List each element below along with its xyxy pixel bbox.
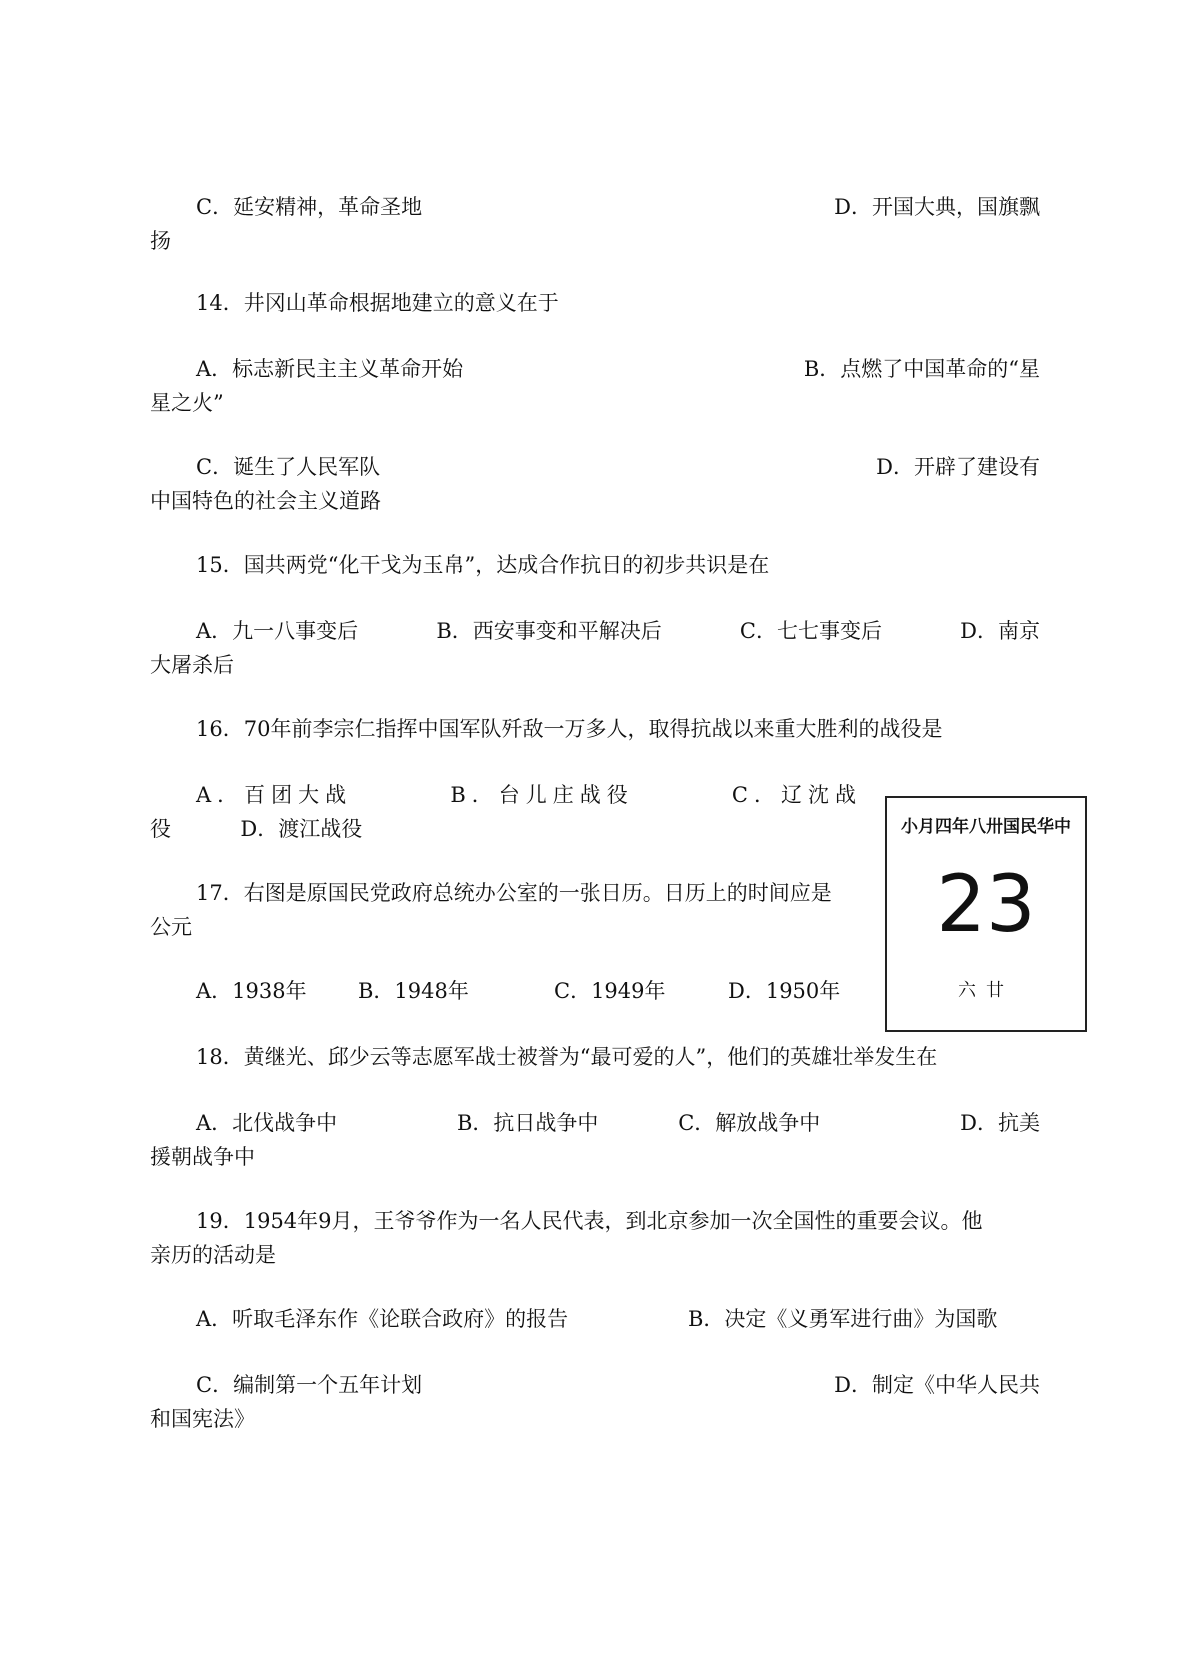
q13-option-d: D．开国大典，国旗飘 — [834, 195, 1040, 219]
q17-option-d: D．1950年 — [728, 979, 841, 1003]
q18-option-c: C．解放战争中 — [678, 1111, 821, 1135]
q14-option-d: D．开辟了建设有 — [876, 455, 1040, 479]
q14-options-cd — [196, 450, 1040, 484]
q14-option-a: A．标志新民主主义革命开始 — [196, 357, 464, 381]
q17-stem: 17．右图是原国民党政府总统办公室的一张日历。日历上的时间应是 — [196, 881, 832, 905]
q14-option-b: B．点燃了中国革命的“星 — [803, 357, 1040, 381]
q18-option-d-wrap: 援朝战争中 — [150, 1145, 255, 1169]
q14-stem: 14．井冈山革命根据地建立的意义在于 — [196, 291, 559, 315]
q13-option-d-wrap: 扬 — [150, 229, 171, 253]
q13-options-cd — [196, 190, 1040, 224]
q19-option-b: B．决定《义勇军进行曲》为国歌 — [688, 1307, 998, 1331]
q14-option-d-wrap: 中国特色的社会主义道路 — [150, 489, 381, 513]
q16-option-d: D．渡江战役 — [240, 817, 363, 841]
q18-option-b: B．抗日战争中 — [456, 1111, 599, 1135]
q16-wrap-line — [150, 812, 850, 846]
q14-option-c: C．诞生了人民军队 — [196, 455, 381, 479]
q17-options — [196, 974, 841, 1008]
q14-options-ab — [196, 352, 1040, 386]
q18-options — [196, 1106, 1040, 1140]
q14-option-b-wrap: 星之火” — [150, 391, 224, 415]
q17-stem-wrap: 公元 — [150, 915, 192, 939]
q18-option-a: A．北伐战争中 — [196, 1111, 338, 1135]
q16-option-a: A．百团大战 — [196, 783, 353, 807]
q19-option-d-wrap: 和国宪法》 — [150, 1407, 255, 1431]
q19-options-ab — [196, 1302, 1040, 1336]
q15-options — [196, 614, 1040, 648]
q19-stem-wrap: 亲历的活动是 — [150, 1243, 276, 1267]
q16-option-c: C．辽沈战 — [731, 783, 862, 807]
q13-option-c: C．延安精神，革命圣地 — [196, 195, 423, 219]
calendar-figure — [885, 796, 1087, 1032]
q15-option-b: B．西安事变和平解决后 — [436, 619, 662, 643]
q15-option-d-wrap: 大屠杀后 — [150, 653, 234, 677]
q18-option-d: D．抗美 — [960, 1111, 1040, 1135]
calendar-day: 23 — [936, 860, 1036, 950]
q16-stem: 16．70年前李宗仁指挥中国军队歼敌一万多人，取得抗战以来重大胜利的战役是 — [196, 717, 943, 741]
calendar-lunar-date: 六廿 — [958, 980, 1014, 1001]
q16-option-c-wrap: 役 — [150, 817, 171, 841]
q19-option-c: C．编制第一个五年计划 — [196, 1373, 423, 1397]
q15-option-a: A．九一八事变后 — [196, 619, 359, 643]
q16-option-b: B．台儿庄战役 — [450, 783, 634, 807]
q17-option-b: B．1948年 — [358, 979, 469, 1003]
calendar-header: 小月四年八卅国民华中 — [901, 817, 1071, 837]
q19-option-d: D．制定《中华人民共 — [834, 1373, 1040, 1397]
q19-option-a: A．听取毛泽东作《论联合政府》的报告 — [196, 1307, 569, 1331]
q15-option-d: D．南京 — [960, 619, 1040, 643]
q19-stem: 19．1954年9月，王爷爷作为一名人民代表，到北京参加一次全国性的重要会议。他 — [196, 1209, 983, 1233]
q17-option-c: C．1949年 — [554, 979, 666, 1003]
q15-stem: 15．国共两党“化干戈为玉帛”，达成合作抗日的初步共识是在 — [196, 553, 770, 577]
q17-option-a: A．1938年 — [196, 979, 307, 1003]
q19-options-cd — [196, 1368, 1040, 1402]
q15-option-c: C．七七事变后 — [739, 619, 882, 643]
q18-stem: 18．黄继光、邱少云等志愿军战士被誉为“最可爱的人”，他们的英雄壮举发生在 — [196, 1045, 938, 1069]
q16-options-abc — [196, 778, 862, 812]
